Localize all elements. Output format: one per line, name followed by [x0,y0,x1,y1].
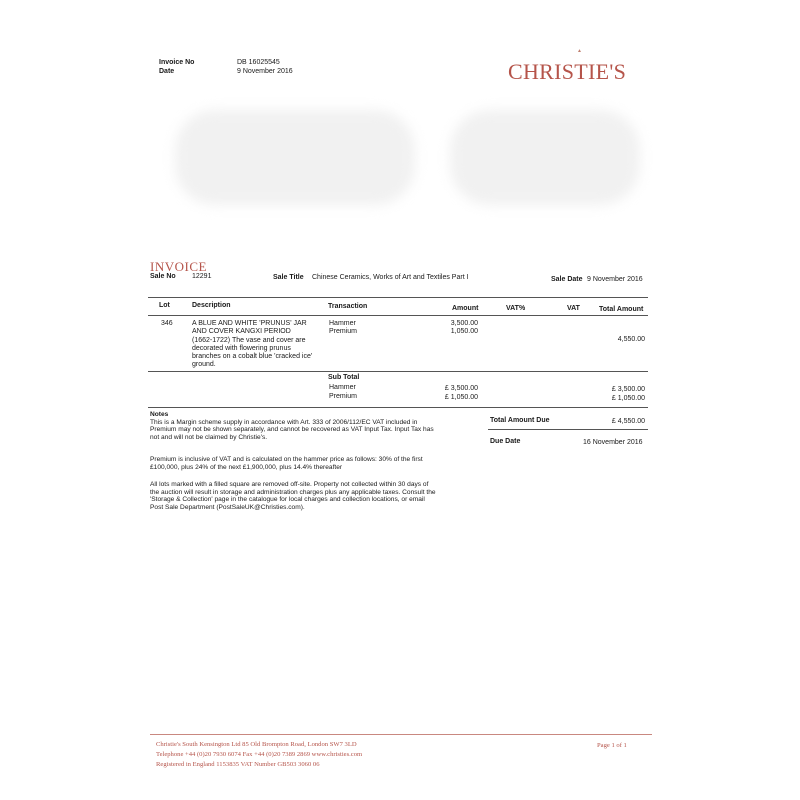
notes-storage [150,481,490,511]
subtotal-hammer-total: £ 3,500.00 [611,386,645,393]
sale-date-label: Sale Date [551,276,583,283]
col-vat-pct: VAT% [506,305,526,312]
subtotal-label: Sub Total [328,374,360,381]
sale-title-label: Sale Title [273,274,304,281]
description-line: branches on a cobalt blue 'cracked ice' [192,353,313,361]
notes-line: £100,000, plus 24% of the next £1,900,000, plus 14.4% thereafter [150,463,343,471]
logo-mark-icon: ▲ [577,48,582,54]
row-description [192,320,332,370]
description-line: decorated with flowering prunus [192,344,291,352]
col-total-amount: Total Amount [599,306,644,313]
col-amount: Amount [452,305,479,312]
notes-premium [150,456,480,471]
row-transactions [329,320,357,337]
subtotal-hammer-label: Hammer [329,384,356,391]
christies-logo: CHRISTIE'S [508,59,627,84]
subtotal-premium-amount: £ 1,050.00 [444,394,478,401]
row-lot: 346 [161,320,173,327]
footer-telephone: Telephone +44 (0)20 7930 6074 Fax +44 (0)20 7389 2869 www.christies.com [156,751,363,758]
total-due: £ 4,550.00 [611,418,645,425]
transaction-hammer: Hammer [329,320,356,327]
redacted-address-2 [450,110,640,205]
notes-line: This is a Margin scheme supply in accordance with Art. 333 of 2006/112/EC VAT included in [150,418,418,426]
amount-premium: 1,050.00 [450,328,478,336]
totals-rule [488,429,648,430]
notes-line: not and will not be claimed by Christie's. [150,433,268,441]
col-description: Description [192,302,231,309]
notes-line: 'Storage & Collection' page in the catalogue for local charges and collection locations, or email [150,496,425,504]
col-lot: Lot [159,302,170,309]
sale-date: 9 November 2016 [587,276,643,283]
notes-line: Post Sale Department (PostSaleUK@Christies.com). [150,503,305,511]
footer-address: Christie's South Kensington Ltd 85 Old Brompton Road, London SW7 3LD [156,741,357,748]
date-label: Date [159,68,175,75]
col-transaction: Transaction [328,303,368,310]
amount-hammer: 3,500.00 [450,320,478,327]
notes-line: Premium is inclusive of VAT and is calculated on the hammer price as follows: 30% of the first [150,456,423,463]
subtotal-premium-label: Premium [329,393,358,400]
notes-line: Premium may not be shown separately, and cannot be recovered as VAT Input Tax. Input Tax has [150,426,434,434]
table-header-rule [148,315,648,316]
table-bottom-rule [148,407,648,408]
notes-title: Notes [150,411,169,418]
description-line: (1662-1722) The vase and cover are [192,336,306,344]
notes-line: the auction will result in storage and administration charges plus any applicable taxes. Consult the [150,488,436,496]
due-date: 16 November 2016 [583,439,643,446]
notes-section [150,411,480,441]
description-line: AND COVER KANGXI PERIOD [192,328,291,336]
transaction-premium: Premium [329,328,358,336]
notes-line: All lots marked with a filled square are removed off-site. Property not collected within 30 days of [150,481,429,488]
footer-rule [150,734,652,735]
invoice-date: 9 November 2016 [237,68,293,75]
description-line: A BLUE AND WHITE 'PRUNUS' JAR [192,320,307,327]
page-number: Page 1 of 1 [597,742,627,749]
invoice-title: INVOICE [150,259,207,274]
invoice-no-label: Invoice No [159,59,195,66]
redacted-address [175,110,415,205]
row-total: 4,550.00 [617,336,645,343]
description-line: ground. [192,361,216,369]
sale-no: 12291 [192,273,212,280]
subtotal-hammer-amount: £ 3,500.00 [444,385,478,392]
invoice-no: DB 16025545 [237,59,280,66]
table-top-rule [148,297,648,298]
total-due-label: Total Amount Due [490,417,550,424]
col-vat: VAT [567,305,580,312]
sale-title: Chinese Ceramics, Works of Art and Textiles Part I [312,274,469,281]
due-date-label: Due Date [490,438,521,445]
footer-registration: Registered in England 1153835 VAT Number GB503 3060 06 [156,761,320,768]
subtotal-premium-total: £ 1,050.00 [611,395,645,402]
row-amounts [430,320,478,337]
sale-no-label: Sale No [150,273,176,280]
subtotal-rule [148,371,648,372]
